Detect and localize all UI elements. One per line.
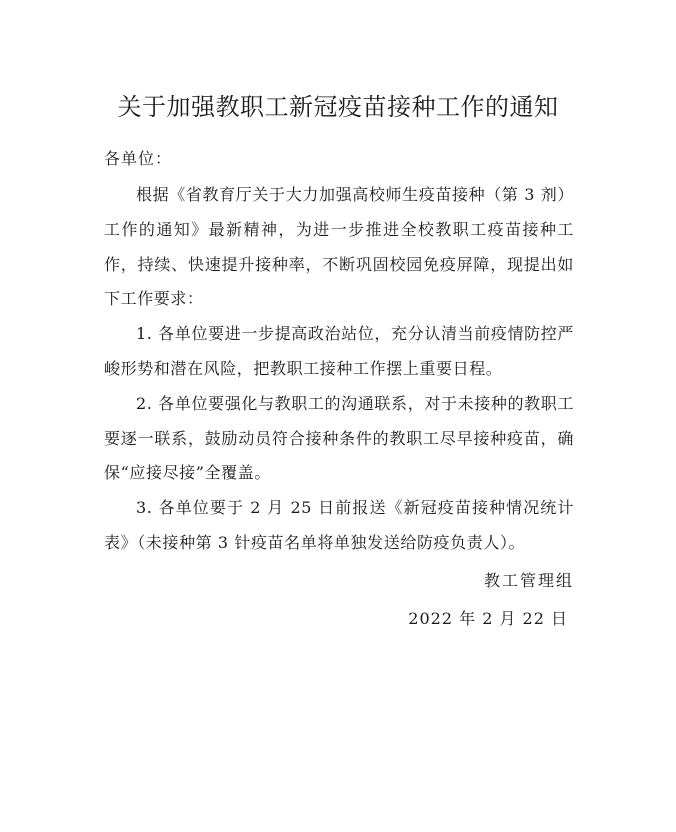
- paragraph-intro: 根据《省教育厅关于大力加强高校师生疫苗接种（第 3 剂）工作的通知》最新精神，为进一步推进全校教职工疫苗接种工作，持续、快速提升接种率，不断巩固校园免疫屏障，现提出如下工作要求：: [104, 185, 574, 309]
- paragraph-requirement-1: 1. 各单位要进一步提高政治站位，充分认清当前疫情防控严峻形势和潜在风险，把教职工接种工作摆上重要日程。: [104, 324, 574, 378]
- paragraph-requirement-2: 2. 各单位要强化与教职工的沟通联系，对于未接种的教职工要逐一联系，鼓励动员符合接种条件的教职工尽早接种疫苗，确保“应接尽接”全覆盖。: [104, 393, 574, 483]
- signature: 教工管理组: [483, 571, 574, 590]
- paragraph-requirement-3: 3. 各单位要于 2 月 25 日前报送《新冠疫苗接种情况统计表》（未接种第 3 针疫苗名单将单独发送给防疫负责人）。: [104, 498, 574, 552]
- issue-date: 2022 年 2 月 22 日: [408, 609, 568, 628]
- addressee: 各单位：: [104, 149, 173, 168]
- notice-body: [104, 178, 574, 561]
- notice-title: 关于加强教职工新冠疫苗接种工作的通知: [117, 93, 559, 121]
